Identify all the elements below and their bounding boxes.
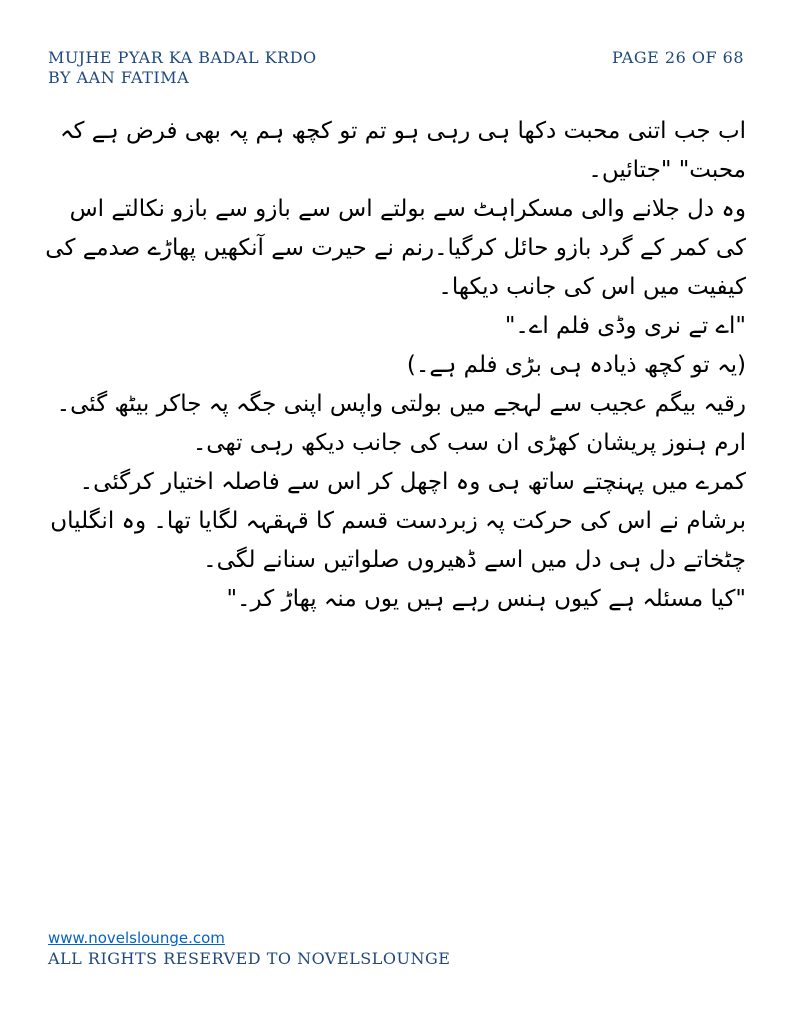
novel-title: MUJHE PYAR KA BADAL KRDO [48,48,317,67]
page-header-left [48,48,317,88]
page-footer [48,928,450,970]
page-number: PAGE 26 OF 68 [611,48,744,67]
paragraph-7: "کیا مسئلہ ہے کیوں ہنس رہے ہیں یوں منہ پھاڑ کر۔" [226,586,746,612]
paragraph-1: اب جب اتنی محبت دکھا ہی رہی ہو تم تو کچھ ہم پہ بھی فرض ہے کہ محبت" "جتائیں۔ [59,118,746,183]
paragraph-3: "اے تے نری وڈی فلم اے۔" [504,313,746,339]
website-link[interactable]: www.novelslounge.com [48,929,225,947]
paragraph-4: (یہ تو کچھ ذیادہ ہی بڑی فلم ہے۔) [406,352,746,378]
page-body [44,112,746,619]
paragraph-2: وہ دل جلانے والی مسکراہٹ سے بولتے اس سے بازو سے بازو نکالتے اس کی کمر کے گرد بازو حائل کرگیا۔رنم نے حیرت سے آنکھیں پھاڑے صدمے کی کیفیت میں اس کی جانب دیکھا۔ [45,196,746,300]
paragraph-5: رقیہ بیگم عجیب سے لہجے میں بولتی واپس اپنی جگہ پہ جاکر بیٹھ گئی۔ارم ہنوز پریشان کھڑی ان سب کی جانب دیکھ رہی تھی۔ [56,391,746,456]
rights-notice: ALL RIGHTS RESERVED TO NOVELSLOUNGE [48,949,451,968]
paragraph-6: کمرے میں پہنچتے ساتھ ہی وہ اچھل کر اس سے فاصلہ اختیار کرگئی۔ برشام نے اس کی حرکت پہ زبردست قسم کا قہقہہ لگایا تھا۔ وہ انگلیاں چٹخاتے دل ہی دل میں اسے ڈھیروں صلواتیں سنانے لگی۔ [50,469,746,573]
novel-author: BY AAN FATIMA [48,68,190,87]
